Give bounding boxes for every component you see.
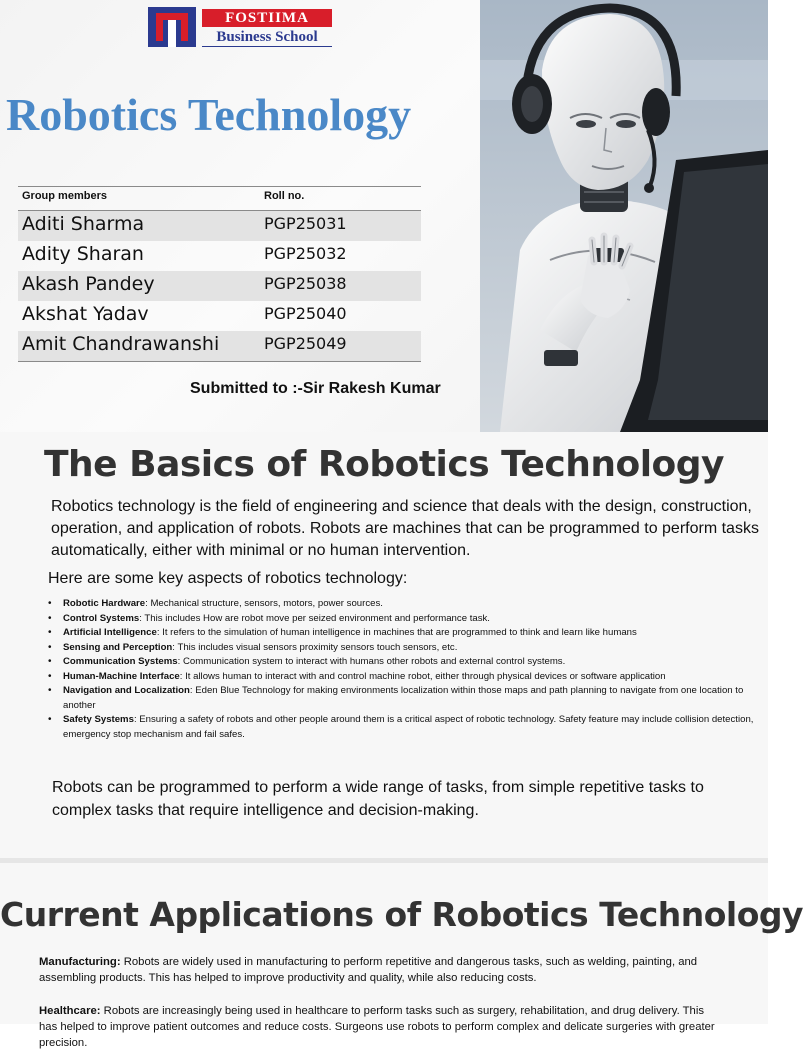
member-name: Akash Pandey — [22, 273, 155, 295]
application-paragraph — [39, 1003, 719, 1051]
aspect-text: : Ensuring a safety of robots and other people around them is a critical aspect of robotic technology. Safety feature may include collision detection, emergency stop mechanism and fail safes. — [63, 714, 754, 740]
logo-subtitle: Business School — [202, 28, 332, 47]
table-row — [18, 241, 421, 271]
header-roll-no: Roll no. — [264, 190, 305, 202]
humanoid-robot-icon — [480, 0, 768, 432]
application-term: Healthcare: — [39, 1005, 101, 1017]
logo-emblem-icon — [148, 7, 196, 47]
member-roll: PGP25032 — [264, 244, 347, 263]
basics-title: The Basics of Robotics Technology — [44, 444, 724, 485]
application-text: Robots are widely used in manufacturing to perform repetitive and dangerous tasks, such as welding, painting, and assembling products. This has helped to improve productivity and quality, while also reducing costs. — [39, 956, 698, 984]
table-header — [18, 187, 421, 211]
list-item — [48, 713, 764, 742]
list-item — [48, 684, 764, 713]
list-item — [48, 612, 764, 627]
member-name: Akshat Yadav — [22, 303, 149, 325]
basics-intro: Robotics technology is the field of engineering and science that deals with the design, construction, operation, and application of robots. Robots are machines that can be programmed to perform tasks automatically, either with minimal or no human intervention. — [51, 498, 759, 559]
aspect-term: Human-Machine Interface — [63, 670, 180, 682]
aspect-text: : This includes How are robot move per seized environment and performance task. — [139, 612, 490, 624]
application-text: Robots are increasingly being used in healthcare to perform tasks such as surgery, rehabilitation, and drug delivery. This has helped to improve patient outcomes and reduce costs. Surgeons use robots to perform complex and delicate surgeries with greater precision. — [39, 1005, 715, 1049]
table-row — [18, 271, 421, 301]
basics-closing: Robots can be programmed to perform a wide range of tasks, from simple repetitive tasks to complex tasks that require intelligence and decision-making. — [52, 779, 704, 819]
list-item — [48, 655, 764, 670]
logo-name: FOSTIIMA — [202, 9, 332, 27]
application-term: Manufacturing: — [39, 956, 121, 968]
basics-slide — [0, 432, 768, 858]
aspect-text: : Eden Blue Technology for making environments localization within those maps and path planning to navigate from one location to another — [63, 685, 744, 711]
member-roll: PGP25038 — [264, 274, 347, 293]
aspect-text: : Mechanical structure, sensors, motors, power sources. — [145, 598, 383, 609]
aspect-term: Robotic Hardware — [63, 598, 146, 609]
group-members-table — [18, 186, 421, 362]
table-row — [18, 331, 421, 361]
list-item — [48, 641, 764, 656]
presentation-title: Robotics Technology — [6, 89, 412, 140]
aspect-term: Navigation and Localization — [63, 685, 190, 696]
member-roll: PGP25049 — [264, 334, 347, 353]
list-item — [48, 597, 764, 612]
aspect-text: : Communication system to interact with humans other robots and external control systems. — [177, 656, 566, 667]
aspect-text: : It refers to the simulation of human intelligence in machines that are programmed to think and learn like humans — [156, 627, 637, 638]
member-roll: PGP25031 — [264, 214, 347, 233]
aspect-term: Safety Systems — [63, 714, 134, 725]
list-item — [48, 626, 764, 641]
aspect-term: Sensing and Perception — [63, 641, 173, 653]
robot-image — [480, 0, 768, 432]
aspect-text: : It allows human to interact with and control machine robot, either through physical devices or software application — [179, 670, 666, 682]
aspect-term: Communication Systems — [63, 656, 178, 667]
table-row — [18, 301, 421, 331]
aspects-heading: Here are some key aspects of robotics technology: — [48, 570, 408, 587]
applications-title: Current Applications of Robotics Technology — [0, 895, 803, 934]
header-group-members: Group members — [22, 190, 107, 202]
application-paragraph — [39, 954, 719, 986]
member-name: Aditi Sharma — [22, 213, 145, 235]
title-slide — [0, 0, 768, 432]
table-row — [18, 211, 421, 241]
applications-slide — [0, 863, 803, 1049]
member-roll: PGP25040 — [264, 304, 347, 323]
submitted-to: Submitted to :-Sir Rakesh Kumar — [190, 380, 441, 397]
aspects-list — [48, 597, 764, 742]
aspect-text: : This includes visual sensors proximity sensors touch sensors, etc. — [172, 641, 458, 653]
member-name: Amit Chandrawanshi — [22, 333, 220, 355]
aspect-term: Artificial Intelligence — [63, 627, 157, 638]
list-item — [48, 670, 764, 685]
member-name: Adity Sharan — [22, 243, 144, 265]
aspect-term: Control Systems — [63, 612, 140, 624]
fostiima-logo — [148, 7, 334, 47]
